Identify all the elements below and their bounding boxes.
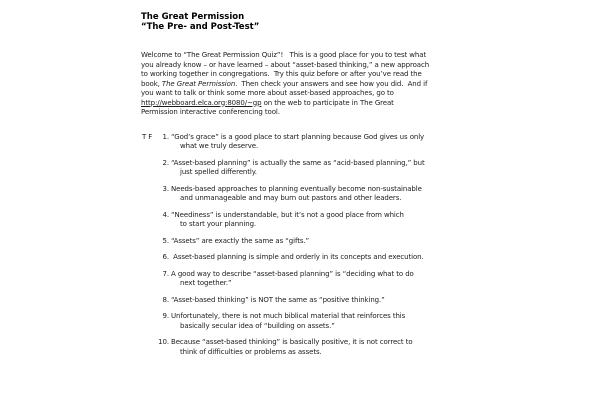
item-text-line2: to start your planning. <box>180 220 257 228</box>
tf-spacer <box>141 312 158 331</box>
tf-spacer <box>141 338 158 357</box>
item-text <box>171 159 541 178</box>
page-title <box>141 12 541 32</box>
item-text <box>171 338 541 357</box>
intro-line-3: to working together in congregations. Try this quiz before or after you’ve read the <box>141 70 422 78</box>
item-number: 3. <box>162 184 169 193</box>
item-text-line1: “Asset-based planning” is actually the same as “acid-based planning,” but <box>171 158 425 167</box>
quiz-item-9 <box>141 312 541 331</box>
quiz-item-2 <box>141 159 541 178</box>
item-text-line2: basically secular idea of “building on assets.” <box>180 321 335 330</box>
item-text-line2: next together.” <box>180 279 232 287</box>
quiz-item-3 <box>141 185 541 204</box>
tf-spacer <box>141 185 158 204</box>
quiz-item-7 <box>141 270 541 289</box>
tf-spacer <box>141 270 158 289</box>
item-text <box>171 211 541 230</box>
item-text <box>171 253 541 263</box>
page-title-line2: “The Pre- and Post-Test” <box>141 22 260 32</box>
tf-spacer <box>141 296 158 306</box>
quiz-item-4 <box>141 211 541 230</box>
document-content <box>141 12 541 364</box>
item-number: 4. <box>162 210 169 219</box>
item-number: 10. <box>158 338 169 346</box>
item-number: 7. <box>162 269 169 278</box>
tf-spacer <box>141 237 158 247</box>
book-title-italic: The Great Permission <box>161 79 236 88</box>
item-text-line1: Because “asset-based thinking” is basically positive, it is not correct to <box>171 338 413 346</box>
intro-line-6-post: on the web to participate in The Great <box>261 98 394 107</box>
quiz-item-1 <box>141 133 541 152</box>
intro-paragraph <box>141 51 541 118</box>
item-text-line1: Asset-based planning is simple and orderly in its concepts and execution. <box>171 253 424 261</box>
item-number: 1. <box>162 132 169 141</box>
item-text <box>171 237 541 247</box>
quiz-item-8 <box>141 296 541 306</box>
item-text-line1: Unfortunately, there is not much biblical material that reinforces this <box>171 312 406 320</box>
webboard-link[interactable]: http://webboard.elca.org:8080/~gp <box>141 98 262 107</box>
intro-line-5: you want to talk or think some more about asset-based approaches, go to <box>141 89 394 97</box>
intro-line-1: Welcome to “The Great Permission Quiz”! This is a good place for you to test what <box>141 51 427 59</box>
item-text-line1: “Neediness” is understandable, but it’s not a good place from which <box>171 210 404 219</box>
item-text-line1: A good way to describe “asset-based planning” is “deciding what to do <box>171 269 414 278</box>
item-text-line2: just spelled differently. <box>180 168 257 176</box>
intro-line-7: Permission interactive conferencing tool. <box>141 108 280 116</box>
item-text <box>171 185 541 204</box>
item-number: 8. <box>162 295 169 304</box>
tf-spacer <box>141 159 158 178</box>
item-text-line1: Needs-based approaches to planning eventually become non-sustainable <box>171 184 422 193</box>
item-text-line1: “God’s grace” is a good place to start planning because God gives us only <box>171 132 425 141</box>
true-false-label: T F <box>142 132 153 141</box>
intro-line-4-pre: book, <box>141 79 162 88</box>
item-number: 2. <box>162 158 169 167</box>
item-number: 5. <box>162 236 169 245</box>
item-number: 6. <box>162 253 169 261</box>
intro-line-6 <box>141 99 541 109</box>
tf-spacer <box>141 253 158 263</box>
item-text-line2: think of difficulties or problems as assets. <box>180 347 322 356</box>
item-text <box>171 312 541 331</box>
item-text <box>171 296 541 306</box>
quiz-item-10 <box>141 338 541 357</box>
quiz-item-5 <box>141 237 541 247</box>
item-text-line2: what we truly deserve. <box>180 142 259 150</box>
tf-spacer <box>141 211 158 230</box>
item-text-line2: and unmanageable and may burn out pastors and other leaders. <box>180 194 402 202</box>
item-text-line1: “Asset-based thinking” is NOT the same as “positive thinking.” <box>171 295 385 304</box>
intro-line-2: you already know – or have learned – about “asset-based thinking,” a new approach <box>141 60 430 69</box>
intro-line-4 <box>141 80 541 90</box>
item-number: 9. <box>162 312 169 320</box>
item-text <box>171 133 541 152</box>
intro-line-4-post: . Then check your answers and see how you did. And if <box>235 79 428 88</box>
item-text <box>171 270 541 289</box>
item-text-line1: “Assets” are exactly the same as “gifts.” <box>171 236 310 245</box>
page-title-line1: The Great Permission <box>141 12 245 22</box>
quiz-list <box>141 133 541 358</box>
quiz-item-6 <box>141 253 541 263</box>
